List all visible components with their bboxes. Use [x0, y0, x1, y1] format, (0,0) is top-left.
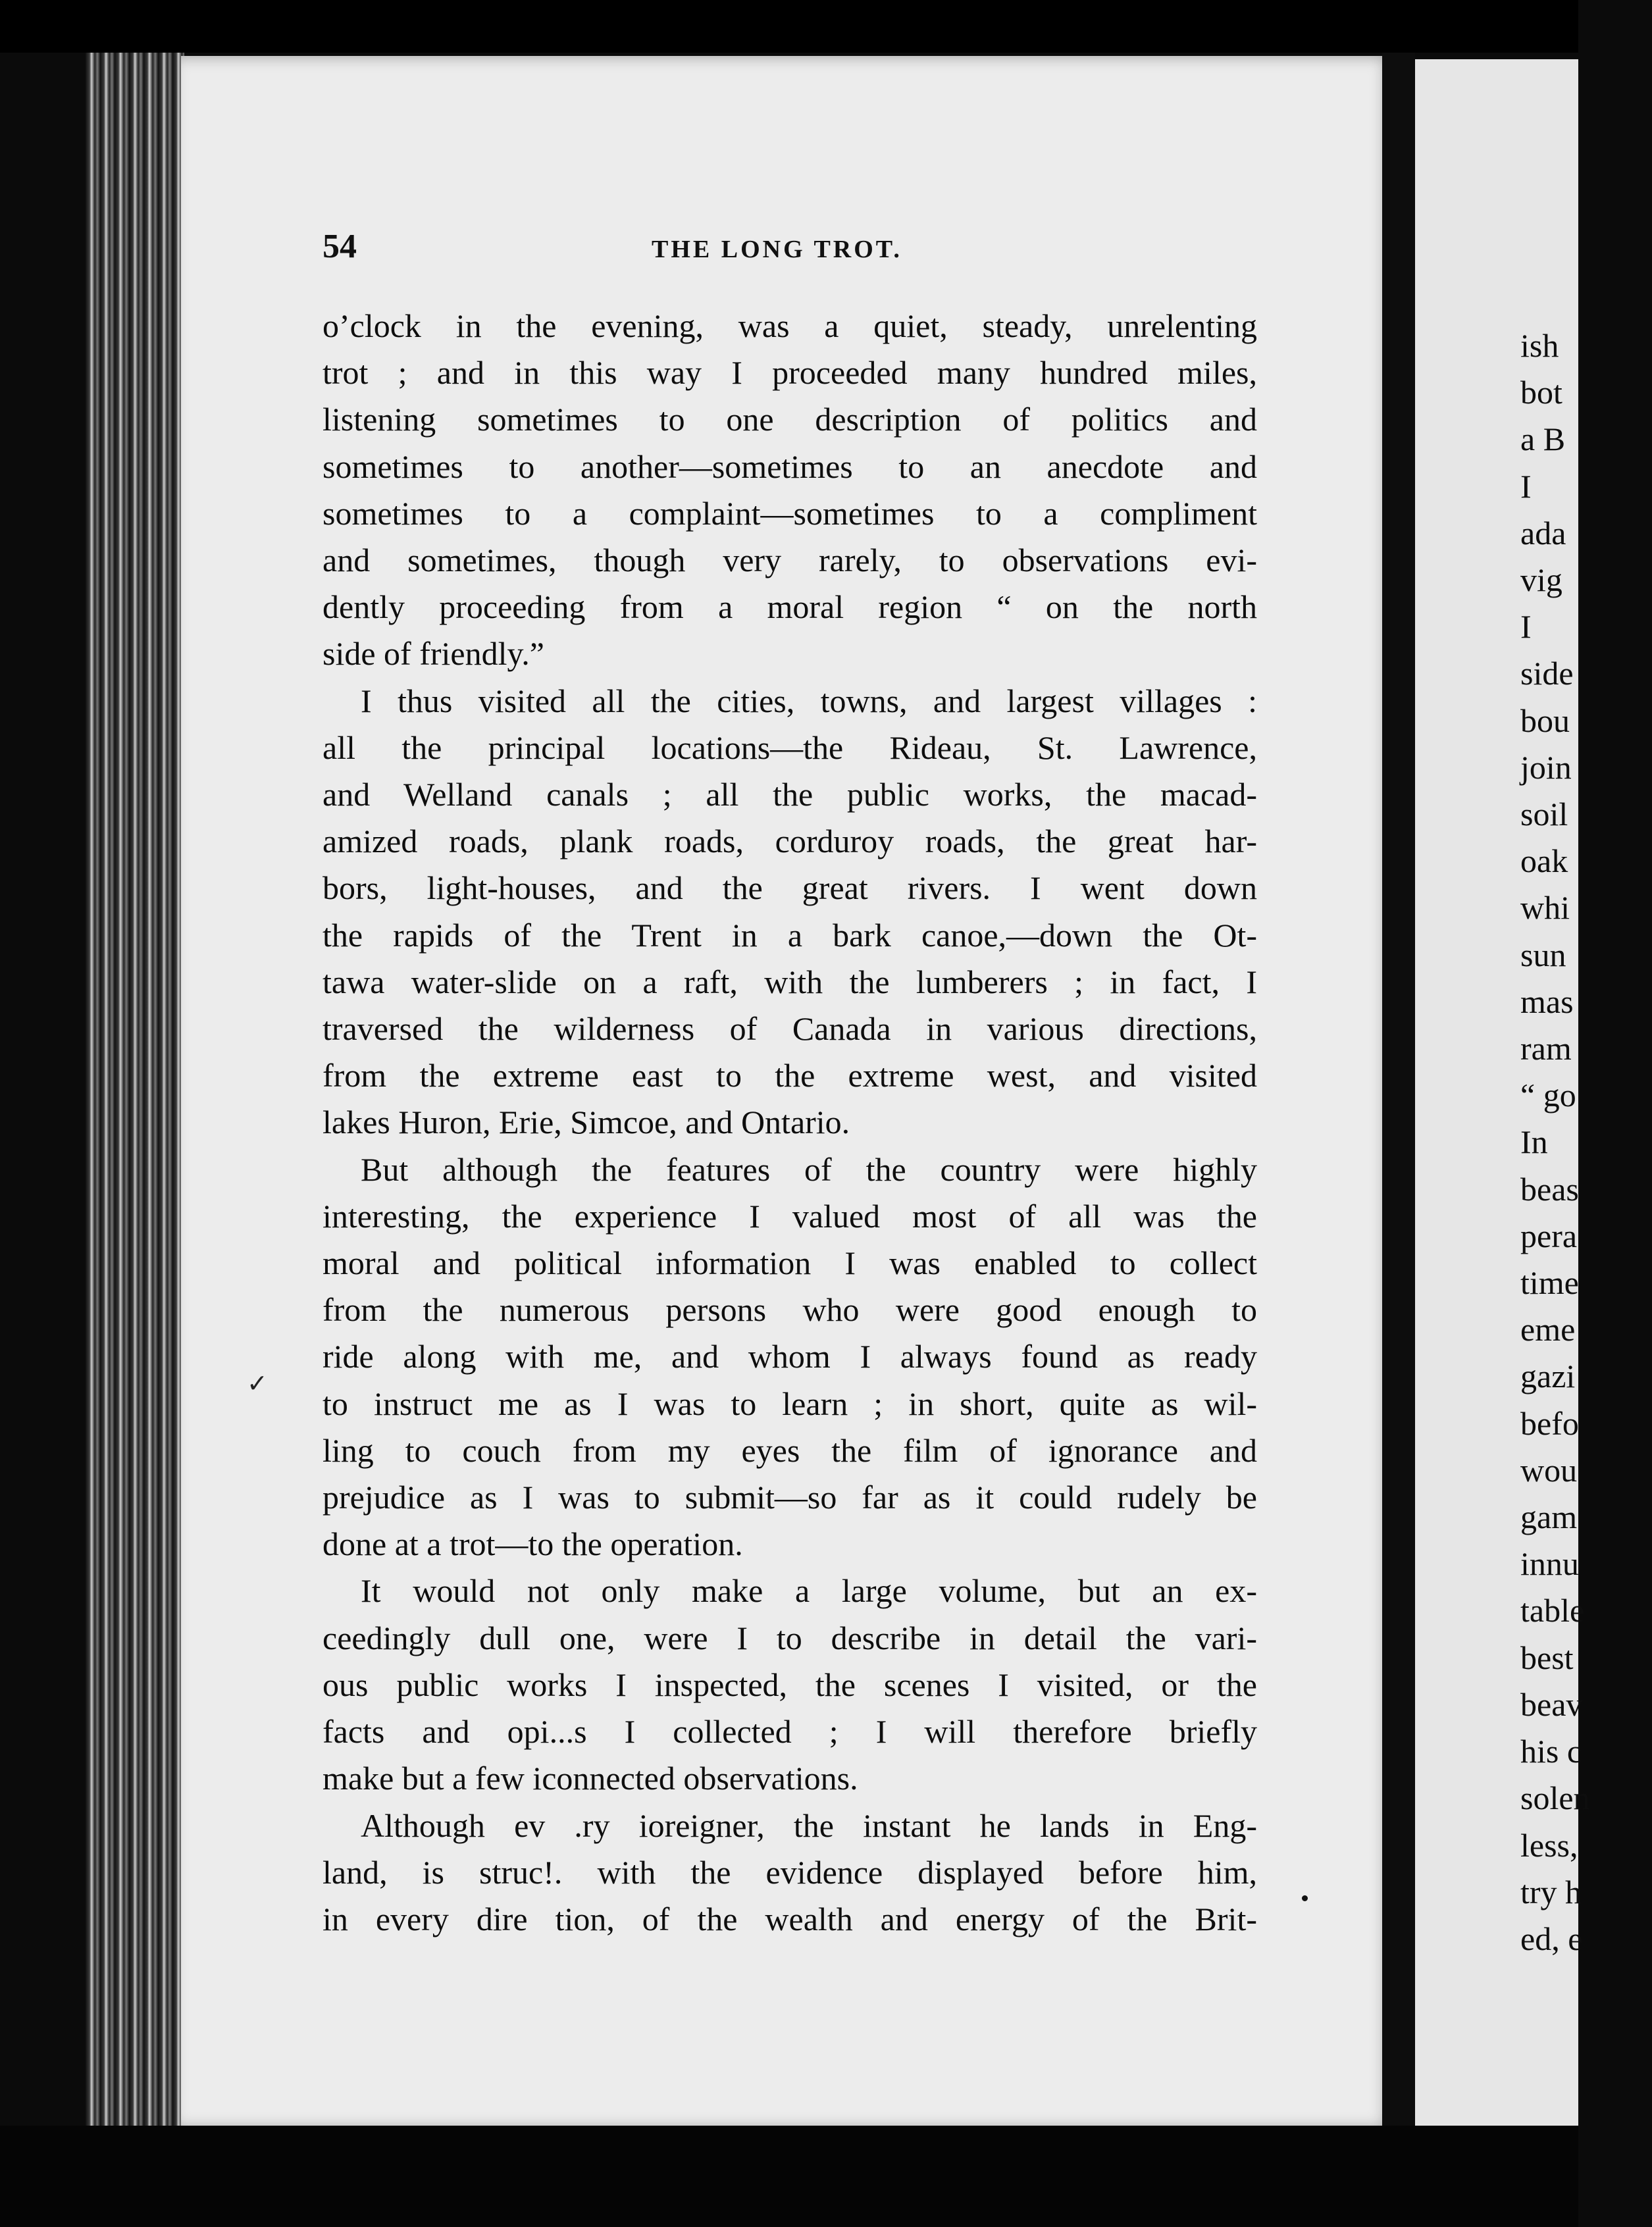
text-line: sometimes to another—sometimes to an anecdote and — [323, 448, 1257, 485]
right-page-fragment: oak — [1520, 842, 1568, 880]
right-page-fragment: pera — [1520, 1217, 1578, 1254]
text-line: ous public works I inspected, the scenes I visited, or the — [323, 1666, 1257, 1703]
text-line: o’clock in the evening, was a quiet, steady, unrelenting — [323, 307, 1257, 344]
paragraph-4 — [323, 1568, 1257, 1802]
text-line: dently proceeding from a moral region “ on the north — [323, 588, 1257, 626]
text-line: all the principal locations—the Rideau, St. Lawrence, — [323, 729, 1257, 766]
page-number: 54 — [323, 228, 357, 265]
right-page-fragment: his c — [1520, 1733, 1582, 1770]
paragraph-2 — [323, 678, 1257, 1146]
right-page-text-fragments — [1520, 322, 1652, 1962]
text-line: side of friendly.” — [323, 635, 544, 673]
right-page-fragment: table — [1520, 1592, 1585, 1629]
right-page-fragment: gam — [1520, 1498, 1578, 1536]
text-line: to instruct me as I was to learn ; in short, quite as wil- — [323, 1385, 1257, 1422]
text-line: I thus visited all the cities, towns, and largest villages : — [361, 682, 1257, 719]
text-line: make but a few iconnected observations. — [323, 1760, 858, 1797]
right-page-fragment: beav — [1520, 1685, 1583, 1723]
right-page-fragment: innu — [1520, 1545, 1579, 1583]
book-gutter — [1382, 53, 1415, 2126]
right-page-fragment: ram — [1520, 1030, 1572, 1067]
right-page-fragment: “ go — [1520, 1077, 1576, 1114]
paragraph-1 — [323, 303, 1257, 678]
text-line: tawa water-slide on a raft, with the lumberers ; in fact, I — [323, 963, 1257, 1000]
text-line: trot ; and in this way I proceeded many hundred miles, — [323, 354, 1257, 392]
right-page-fragment: time — [1520, 1264, 1579, 1302]
scan-border-top — [0, 0, 1578, 53]
text-line: the rapids of the Trent in a bark canoe,—down the Ot- — [323, 916, 1257, 954]
text-line: But although the features of the country were highly — [361, 1150, 1257, 1188]
text-line: sometimes to a complaint—sometimes to a compliment — [323, 494, 1257, 532]
text-line: ride along with me, and whom I always found as ready — [323, 1338, 1257, 1375]
right-page-fragment: ada — [1520, 514, 1566, 551]
right-page-fragment: I — [1520, 608, 1532, 646]
right-page-fragment: best — [1520, 1639, 1574, 1676]
paragraph-5 — [323, 1803, 1257, 1943]
right-page-fragment: solen — [1520, 1779, 1590, 1817]
right-page-fragment: sun — [1520, 936, 1566, 973]
running-head: THE LONG TROT. — [652, 236, 902, 263]
right-page-fragment: befo — [1520, 1404, 1579, 1442]
text-line: done at a trot—to the operation. — [323, 1525, 743, 1563]
right-page-fragment: eme — [1520, 1311, 1576, 1348]
right-page-fragment: wou — [1520, 1451, 1578, 1489]
right-page-fragment: I — [1520, 467, 1532, 505]
right-page-fragment: beas — [1520, 1170, 1579, 1208]
page-header — [323, 227, 1257, 280]
text-line: lakes Huron, Erie, Simcoe, and Ontario. — [323, 1104, 850, 1141]
dust-speck — [1302, 1895, 1308, 1901]
right-page-fragment: less, — [1520, 1826, 1578, 1864]
text-line: amized roads, plank roads, corduroy roads, the great har- — [323, 823, 1257, 860]
right-page-fragment: whi — [1520, 889, 1570, 927]
text-line: and Welland canals ; all the public works, the macad- — [323, 776, 1257, 813]
body-text — [323, 303, 1257, 1943]
right-page-fragment: mas — [1520, 983, 1574, 1020]
right-page-fragment: ish — [1520, 327, 1559, 364]
margin-check-mark: ✓ — [247, 1369, 268, 1398]
text-line: ling to couch from my eyes the film of ignorance and — [323, 1431, 1257, 1469]
right-page-fragment: vig — [1520, 561, 1562, 599]
right-page-fragment: ed, e — [1520, 1920, 1583, 1957]
scan-border-bottom — [0, 2126, 1578, 2227]
right-page-fragment: try h — [1520, 1873, 1582, 1910]
text-line: bors, light-houses, and the great rivers. I went down — [323, 869, 1257, 907]
text-line: It would not only make a large volume, but an ex- — [361, 1572, 1257, 1610]
text-line: from the extreme east to the extreme west, and visited — [323, 1057, 1257, 1094]
text-line: traversed the wilderness of Canada in various directions, — [323, 1010, 1257, 1048]
text-line: and sometimes, though very rarely, to observations evi- — [323, 542, 1257, 579]
right-page-fragment: bou — [1520, 702, 1570, 739]
text-line: facts and opi...s I collected ; I will therefore briefly — [323, 1713, 1257, 1751]
text-line: prejudice as I was to submit—so far as it could rudely be — [323, 1479, 1257, 1516]
right-page-fragment: join — [1520, 748, 1572, 786]
text-line: in every dire tion, of the wealth and energy of the Brit- — [323, 1900, 1257, 1937]
text-line: interesting, the experience I valued most of all was the — [323, 1197, 1257, 1235]
text-line: from the numerous persons who were good enough to — [323, 1291, 1257, 1329]
text-line: land, is struc!. with the evidence displayed before him, — [323, 1853, 1257, 1891]
right-page-fragment: gazi — [1520, 1358, 1576, 1395]
right-page-fragment: a B — [1520, 421, 1566, 458]
book-page-edges — [86, 53, 184, 2126]
right-page-fragment: In — [1520, 1123, 1548, 1161]
right-page-fragment: bot — [1520, 374, 1562, 411]
text-line: moral and political information I was enabled to collect — [323, 1244, 1257, 1282]
paragraph-3 — [323, 1146, 1257, 1568]
text-line: ceedingly dull one, were I to describe in detail the vari- — [323, 1619, 1257, 1656]
text-line: Although ev .ry ioreigner, the instant he lands in Eng- — [361, 1806, 1257, 1844]
text-line: listening sometimes to one description of politics and — [323, 401, 1257, 438]
right-page-fragment: side — [1520, 655, 1574, 692]
right-page-fragment: soil — [1520, 796, 1568, 833]
